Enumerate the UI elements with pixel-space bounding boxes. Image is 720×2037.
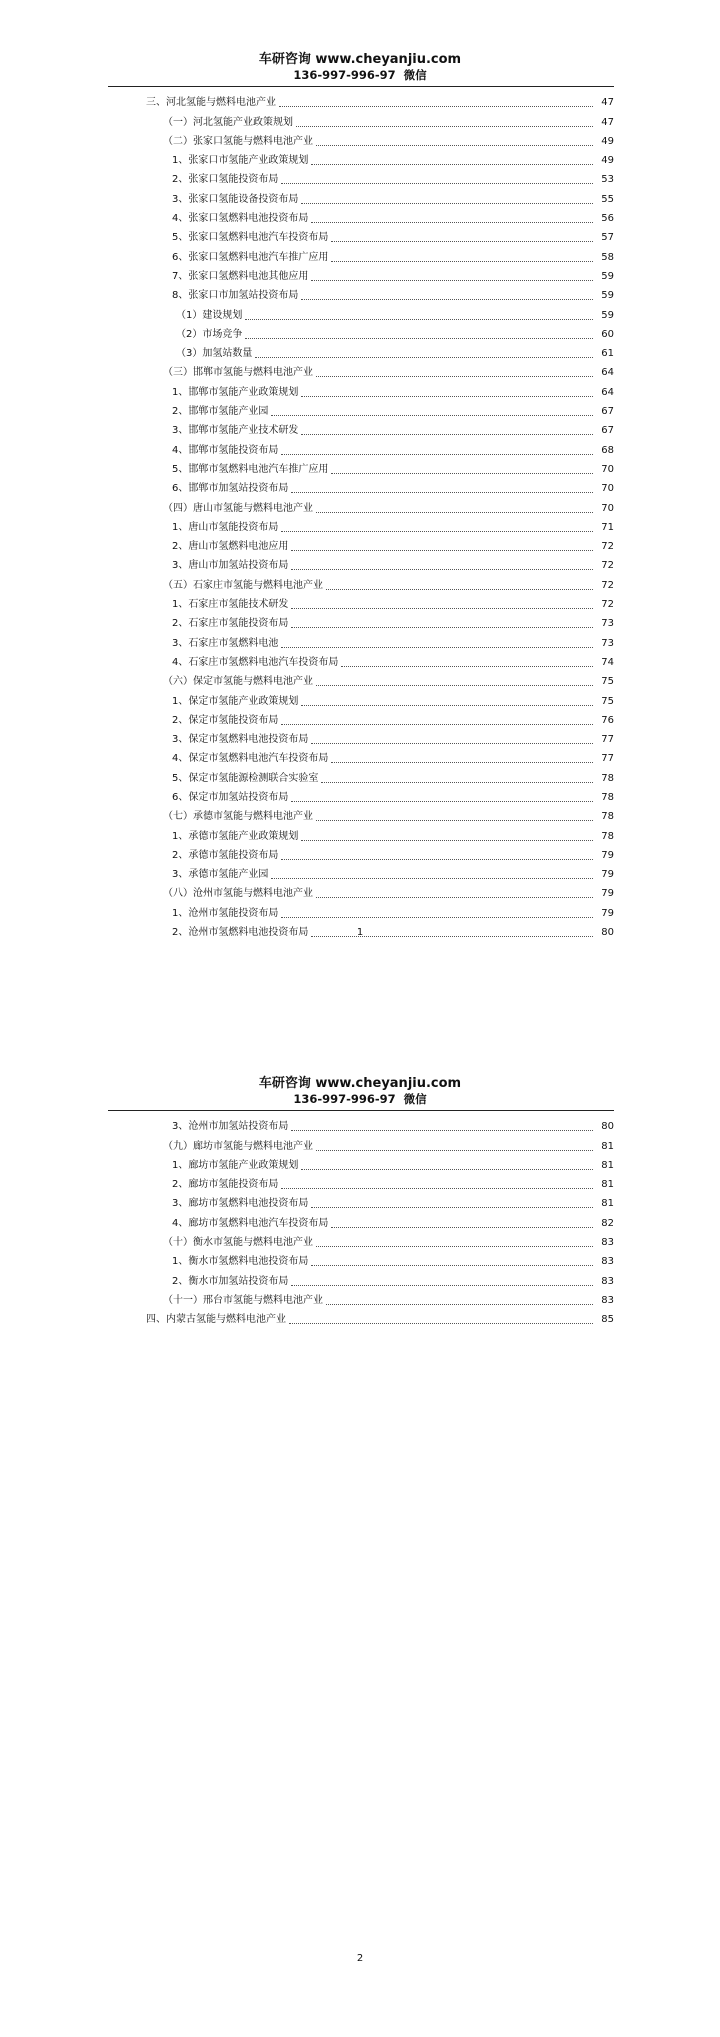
toc-entry-page: 83 [601, 1275, 614, 1287]
header-rule [108, 1110, 614, 1111]
toc-dot-leader [316, 1150, 593, 1151]
toc-entry-title: 2、张家口氢能投资布局 [172, 174, 279, 186]
toc-entry[interactable] [108, 823, 614, 842]
toc-entry-title: 3、张家口氢能设备投资布局 [172, 193, 299, 205]
toc-dot-leader [281, 531, 593, 532]
toc-entry-title: 2、邯郸市氢能产业园 [172, 406, 269, 418]
header-company-site: 车研咨询 www.cheyanjiu.com [258, 1076, 462, 1091]
toc-entry[interactable] [108, 746, 614, 765]
toc-dot-leader [301, 705, 593, 706]
toc-entry-page: 70 [601, 463, 614, 475]
toc-entry-page: 47 [601, 97, 614, 109]
toc-entry-title: 3、保定市氢燃料电池投资布局 [172, 734, 309, 746]
toc-entry[interactable] [108, 553, 614, 572]
toc-dot-leader [331, 762, 593, 763]
toc-entry[interactable] [108, 785, 614, 804]
toc-entry-title: 3、廊坊市氢燃料电池投资布局 [172, 1198, 309, 1210]
document-page-1 [0, 0, 720, 1000]
toc-entry-page: 79 [601, 907, 614, 919]
toc-entry-title: 1、保定市氢能产业政策规划 [172, 695, 299, 707]
toc-entry-title: 7、张家口氢燃料电池其他应用 [172, 270, 309, 282]
toc-dot-leader [291, 492, 593, 493]
toc-dot-leader [279, 106, 593, 107]
toc-entry-page: 70 [601, 502, 614, 514]
toc-entry-title: （一）河北氢能产业政策规划 [163, 116, 293, 128]
toc-entry-title: 3、承德市氢能产业园 [172, 869, 269, 881]
toc-dot-leader [316, 1246, 593, 1247]
toc-entry-title: 1、沧州市氢能投资布局 [172, 907, 279, 919]
toc-dot-leader [301, 299, 593, 300]
toc-entry[interactable] [108, 592, 614, 611]
toc-entry[interactable] [108, 843, 614, 862]
toc-dot-leader [301, 434, 593, 435]
header-phone: 136-997-996-97 [293, 1092, 396, 1106]
toc-entry[interactable] [108, 1249, 614, 1268]
document-page-2 [0, 1000, 720, 2037]
toc-dot-leader [331, 241, 593, 242]
toc-entry-title: （八）沧州市氢能与燃料电池产业 [163, 888, 313, 900]
toc-dot-leader [326, 589, 593, 590]
page-number: 1 [356, 927, 364, 938]
header-company-site: 车研咨询 www.cheyanjiu.com [258, 52, 462, 67]
toc-entry-page: 74 [601, 656, 614, 668]
toc-dot-leader [341, 666, 593, 667]
toc-entry[interactable] [108, 669, 614, 688]
toc-entry-title: 1、承德市氢能产业政策规划 [172, 830, 299, 842]
toc-entry[interactable] [108, 360, 614, 379]
toc-dot-leader [291, 801, 593, 802]
toc-dot-leader [301, 840, 593, 841]
toc-entry[interactable] [108, 283, 614, 302]
toc-entry-title: 1、廊坊市氢能产业政策规划 [172, 1159, 299, 1171]
toc-entry-title: 4、廊坊市氢燃料电池汽车投资布局 [172, 1217, 329, 1229]
toc-entry[interactable] [108, 322, 614, 341]
toc-entry-page: 68 [601, 444, 614, 456]
toc-entry-page: 78 [601, 791, 614, 803]
toc-entry[interactable] [108, 148, 614, 167]
page-header [0, 52, 720, 83]
toc-entry-title: （3）加氢站数量 [176, 348, 253, 360]
toc-entry-title: 3、石家庄市氢燃料电池 [172, 637, 279, 649]
toc-entry[interactable] [108, 437, 614, 456]
toc-entry-title: 四、内蒙古氢能与燃料电池产业 [146, 1314, 286, 1326]
toc-dot-leader [316, 685, 593, 686]
toc-entry[interactable] [108, 206, 614, 225]
toc-entry-title: （十）衡水市氢能与燃料电池产业 [163, 1237, 313, 1249]
toc-entry[interactable] [108, 862, 614, 881]
toc-entry-title: 三、河北氢能与燃料电池产业 [146, 97, 276, 109]
toc-entry-title: 3、唐山市加氢站投资布局 [172, 560, 289, 572]
toc-dot-leader [281, 183, 593, 184]
toc-entry-page: 60 [601, 328, 614, 340]
toc-dot-leader [281, 917, 593, 918]
toc-dot-leader [316, 820, 593, 821]
toc-entry-title: 1、邯郸市氢能产业政策规划 [172, 386, 299, 398]
toc-entry-page: 79 [601, 849, 614, 861]
toc-dot-leader [296, 126, 593, 127]
toc-entry-page: 56 [601, 213, 614, 225]
toc-dot-leader [281, 647, 593, 648]
toc-dot-leader [326, 1304, 593, 1305]
toc-dot-leader [316, 376, 593, 377]
page-header [0, 1076, 720, 1107]
toc-entry-page: 81 [601, 1198, 614, 1210]
toc-entry[interactable] [108, 399, 614, 418]
toc-entry[interactable] [108, 379, 614, 398]
toc-dot-leader [291, 569, 593, 570]
header-wechat: 微信 [403, 1092, 427, 1106]
toc-entry[interactable] [108, 264, 614, 283]
toc-entry-title: （五）石家庄市氢能与燃料电池产业 [163, 579, 323, 591]
toc-dot-leader [311, 164, 593, 165]
toc-dot-leader [321, 782, 593, 783]
toc-dot-leader [281, 454, 593, 455]
toc-dot-leader [311, 222, 593, 223]
toc-entry-title: 1、衡水市氢燃料电池投资布局 [172, 1256, 309, 1268]
toc-entry-title: 6、保定市加氢站投资布局 [172, 791, 289, 803]
toc-dot-leader [281, 859, 593, 860]
toc-entry-page: 81 [601, 1179, 614, 1191]
toc-entry[interactable] [108, 225, 614, 244]
toc-entry-title: （六）保定市氢能与燃料电池产业 [163, 676, 313, 688]
toc-entry-page: 81 [601, 1140, 614, 1152]
toc-entry-page: 79 [601, 869, 614, 881]
toc-entry[interactable] [108, 1133, 614, 1152]
toc-dot-leader [311, 1207, 593, 1208]
toc-dot-leader [281, 1188, 593, 1189]
header-contact [0, 1092, 720, 1107]
toc-entry-page: 71 [601, 521, 614, 533]
toc-dot-leader [291, 550, 593, 551]
toc-entry-title: 5、保定市氢能源检测联合实验室 [172, 772, 319, 784]
toc-dot-leader [316, 145, 593, 146]
toc-entry-page: 80 [601, 1121, 614, 1133]
toc-entry[interactable] [108, 244, 614, 263]
toc-dot-leader [331, 473, 593, 474]
toc-entry-page: 78 [601, 830, 614, 842]
toc-entry-title: 2、沧州市氢燃料电池投资布局 [172, 927, 309, 939]
toc-dot-leader [291, 1130, 593, 1131]
toc-entry-page: 67 [601, 425, 614, 437]
toc-entry-page: 59 [601, 270, 614, 282]
toc-entry-page: 75 [601, 695, 614, 707]
toc-entry[interactable] [108, 515, 614, 534]
toc-entry-title: 1、张家口市氢能产业政策规划 [172, 155, 309, 167]
toc-dot-leader [311, 743, 593, 744]
toc-entry-title: 2、廊坊市氢能投资布局 [172, 1179, 279, 1191]
toc-entry[interactable] [108, 418, 614, 437]
toc-entry-title: 4、石家庄市氢燃料电池汽车投资布局 [172, 656, 339, 668]
toc-dot-leader [291, 608, 593, 609]
toc-entry-page: 73 [601, 618, 614, 630]
toc-entry-page: 58 [601, 251, 614, 263]
toc-entry[interactable] [108, 881, 614, 900]
toc-dot-leader [271, 878, 593, 879]
toc-dot-leader [301, 203, 593, 204]
toc-entry[interactable] [108, 708, 614, 727]
toc-entry-title: （三）邯郸市氢能与燃料电池产业 [163, 367, 313, 379]
toc-entry[interactable] [108, 1172, 614, 1191]
toc-entry-title: （2）市场竞争 [176, 328, 243, 340]
toc-entry-page: 77 [601, 734, 614, 746]
toc-dot-leader [245, 338, 593, 339]
toc-dot-leader [291, 1285, 593, 1286]
toc-entry-title: （四）唐山市氢能与燃料电池产业 [163, 502, 313, 514]
toc-entry-title: 5、张家口氢燃料电池汽车投资布局 [172, 232, 329, 244]
toc-entry[interactable] [108, 495, 614, 514]
toc-entry-page: 59 [601, 290, 614, 302]
toc-entry-page: 72 [601, 560, 614, 572]
toc-entry-title: 2、保定市氢能投资布局 [172, 714, 279, 726]
toc-entry-title: 8、张家口市加氢站投资布局 [172, 290, 299, 302]
toc-entry[interactable] [108, 1114, 614, 1133]
toc-entry-page: 78 [601, 772, 614, 784]
toc-dot-leader [331, 1227, 593, 1228]
header-contact [0, 68, 720, 83]
toc-list [108, 90, 614, 939]
toc-entry-page: 77 [601, 753, 614, 765]
toc-entry-title: 4、张家口氢燃料电池投资布局 [172, 213, 309, 225]
toc-entry-title: 2、石家庄市氢能投资布局 [172, 618, 289, 630]
toc-entry-page: 49 [601, 135, 614, 147]
toc-entry-page: 80 [601, 927, 614, 939]
toc-entry-page: 53 [601, 174, 614, 186]
toc-entry-page: 67 [601, 406, 614, 418]
page-number: 2 [356, 1953, 364, 1964]
toc-entry[interactable] [108, 1307, 614, 1326]
toc-entry-page: 82 [601, 1217, 614, 1229]
toc-entry[interactable] [108, 167, 614, 186]
toc-dot-leader [311, 1265, 593, 1266]
toc-entry-page: 64 [601, 386, 614, 398]
toc-entry[interactable] [108, 476, 614, 495]
toc-entry[interactable] [108, 572, 614, 591]
toc-dot-leader [281, 724, 593, 725]
toc-entry-title: （十一）邢台市氢能与燃料电池产业 [163, 1294, 323, 1306]
toc-dot-leader [316, 897, 593, 898]
header-wechat: 微信 [403, 68, 427, 82]
toc-entry-page: 79 [601, 888, 614, 900]
toc-entry[interactable] [108, 688, 614, 707]
toc-dot-leader [301, 396, 593, 397]
toc-entry-title: 4、邯郸市氢能投资布局 [172, 444, 279, 456]
toc-entry-page: 47 [601, 116, 614, 128]
toc-entry-page: 73 [601, 637, 614, 649]
toc-dot-leader [255, 357, 593, 358]
toc-entry[interactable] [108, 1210, 614, 1229]
toc-entry[interactable] [108, 611, 614, 630]
toc-entry-title: （九）廊坊市氢能与燃料电池产业 [163, 1140, 313, 1152]
toc-entry-title: （1）建设规划 [176, 309, 243, 321]
toc-entry-page: 83 [601, 1256, 614, 1268]
toc-entry[interactable] [108, 1288, 614, 1307]
toc-entry[interactable] [108, 765, 614, 784]
toc-entry-page: 55 [601, 193, 614, 205]
toc-entry[interactable] [108, 186, 614, 205]
toc-entry-page: 85 [601, 1314, 614, 1326]
toc-entry[interactable] [108, 727, 614, 746]
toc-dot-leader [289, 1323, 593, 1324]
toc-entry-title: 3、沧州市加氢站投资布局 [172, 1121, 289, 1133]
toc-entry-title: 2、衡水市加氢站投资布局 [172, 1275, 289, 1287]
toc-entry[interactable] [108, 109, 614, 128]
toc-entry-page: 83 [601, 1294, 614, 1306]
toc-dot-leader [291, 627, 593, 628]
toc-entry[interactable] [108, 1230, 614, 1249]
toc-entry-page: 49 [601, 155, 614, 167]
toc-entry-title: 4、保定市氢燃料电池汽车投资布局 [172, 753, 329, 765]
toc-entry-page: 81 [601, 1159, 614, 1171]
toc-dot-leader [331, 261, 593, 262]
toc-entry[interactable] [108, 650, 614, 669]
toc-entry[interactable] [108, 1268, 614, 1287]
toc-entry-title: 2、承德市氢能投资布局 [172, 849, 279, 861]
toc-entry-title: （二）张家口氢能与燃料电池产业 [163, 135, 313, 147]
toc-entry-page: 61 [601, 348, 614, 360]
toc-dot-leader [245, 319, 593, 320]
toc-entry-page: 72 [601, 599, 614, 611]
toc-entry[interactable] [108, 90, 614, 109]
toc-entry-title: 6、邯郸市加氢站投资布局 [172, 483, 289, 495]
toc-entry-page: 70 [601, 483, 614, 495]
toc-entry[interactable] [108, 630, 614, 649]
toc-entry-title: 3、邯郸市氢能产业技术研发 [172, 425, 299, 437]
toc-entry-page: 76 [601, 714, 614, 726]
toc-entry-page: 64 [601, 367, 614, 379]
toc-entry-title: 6、张家口氢燃料电池汽车推广应用 [172, 251, 329, 263]
header-rule [108, 86, 614, 87]
toc-dot-leader [301, 1169, 593, 1170]
toc-entry-page: 78 [601, 811, 614, 823]
toc-list [108, 1114, 614, 1326]
toc-dot-leader [316, 512, 593, 513]
toc-entry-page: 59 [601, 309, 614, 321]
header-phone: 136-997-996-97 [293, 68, 396, 82]
toc-entry-page: 57 [601, 232, 614, 244]
toc-entry-title: 5、邯郸市氢燃料电池汽车推广应用 [172, 463, 329, 475]
toc-entry[interactable] [108, 129, 614, 148]
toc-entry[interactable] [108, 302, 614, 321]
toc-dot-leader [311, 280, 593, 281]
toc-entry[interactable] [108, 804, 614, 823]
toc-entry-title: 1、石家庄市氢能技术研发 [172, 599, 289, 611]
toc-dot-leader [271, 415, 593, 416]
toc-entry-page: 83 [601, 1237, 614, 1249]
toc-entry[interactable] [108, 341, 614, 360]
toc-entry-page: 75 [601, 676, 614, 688]
toc-entry[interactable] [108, 1153, 614, 1172]
toc-entry-title: 1、唐山市氢能投资布局 [172, 521, 279, 533]
toc-entry[interactable] [108, 457, 614, 476]
toc-entry-page: 72 [601, 579, 614, 591]
toc-entry[interactable] [108, 1191, 614, 1210]
toc-entry[interactable] [108, 534, 614, 553]
toc-entry-title: （七）承德市氢能与燃料电池产业 [163, 811, 313, 823]
toc-entry[interactable] [108, 900, 614, 919]
toc-entry-page: 72 [601, 541, 614, 553]
toc-entry-title: 2、唐山市氢燃料电池应用 [172, 541, 289, 553]
